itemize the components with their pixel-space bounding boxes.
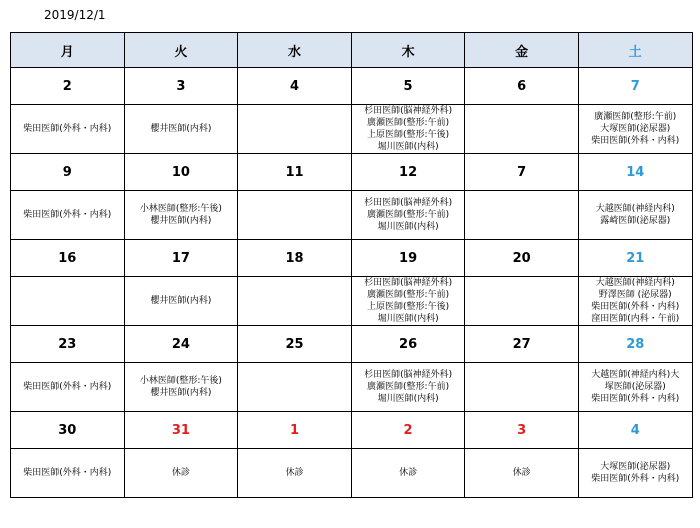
doctor-entry: 露崎医師(泌尿器)	[600, 216, 671, 226]
day-schedule-cell	[124, 449, 238, 498]
day-schedule-cell	[578, 105, 692, 154]
week-5-schedule-row	[11, 449, 693, 498]
doctor-entry: 廣瀬医師(整形:午前)	[367, 118, 450, 128]
day-schedule-cell	[11, 449, 125, 498]
doctor-entry: 休診	[512, 468, 531, 478]
doctor-entry: 小林医師(整形:午後)	[139, 376, 222, 386]
weekday-fri: 金	[465, 33, 579, 68]
day-number: 4	[578, 412, 692, 449]
doctor-entry: 柴田医師(外科・内科)	[23, 468, 112, 478]
doctor-entry: 窪田医師(内科・午前)	[591, 314, 680, 324]
doctor-entry: 杉田医師(脳神経外科)	[364, 370, 453, 380]
day-schedule-cell	[11, 191, 125, 240]
day-schedule-cell	[578, 363, 692, 412]
doctor-entry: 杉田医師(脳神経外科)	[364, 106, 453, 116]
day-schedule-cell	[238, 277, 352, 326]
doctor-entry: 櫻井医師(内科)	[150, 216, 212, 226]
day-number: 10	[124, 154, 238, 191]
day-number: 9	[11, 154, 125, 191]
calendar-weeks	[11, 68, 693, 498]
weekday-mon: 月	[11, 33, 125, 68]
day-number: 5	[351, 68, 465, 105]
doctor-entry: 柴田医師(外科・内科)	[23, 210, 112, 220]
doctor-entry: 上原医師(整形:午後)	[367, 302, 450, 312]
day-number: 11	[238, 154, 352, 191]
weekday-header-row	[11, 33, 693, 68]
day-schedule-cell	[238, 363, 352, 412]
doctor-entry: 櫻井医師(内科)	[150, 296, 212, 306]
day-schedule-cell	[351, 105, 465, 154]
day-number: 2	[11, 68, 125, 105]
day-number: 6	[465, 68, 579, 105]
day-number: 24	[124, 326, 238, 363]
day-number: 28	[578, 326, 692, 363]
doctor-entry: 大越医師(神経内科)	[595, 204, 675, 214]
day-number: 21	[578, 240, 692, 277]
day-number: 26	[351, 326, 465, 363]
doctor-entry: 大塚医師(泌尿器)	[600, 124, 671, 134]
week-3-schedule-row	[11, 277, 693, 326]
day-schedule-cell	[238, 105, 352, 154]
day-number: 7	[465, 154, 579, 191]
day-schedule-cell	[11, 105, 125, 154]
doctor-entry: 大塚医師(泌尿器)	[600, 462, 671, 472]
week-1-schedule-row	[11, 105, 693, 154]
day-number: 1	[238, 412, 352, 449]
day-schedule-cell	[11, 277, 125, 326]
weekday-sat: 土	[578, 33, 692, 68]
day-number: 2	[351, 412, 465, 449]
day-schedule-cell	[124, 105, 238, 154]
weekday-wed: 水	[238, 33, 352, 68]
doctor-entry: 柴田医師(外科・内科)	[591, 394, 680, 404]
doctor-entry: 廣瀬医師(整形:午前)	[367, 210, 450, 220]
day-schedule-cell	[465, 191, 579, 240]
day-number: 16	[11, 240, 125, 277]
doctor-entry: 上原医師(整形:午後)	[367, 130, 450, 140]
day-number: 19	[351, 240, 465, 277]
day-number: 25	[238, 326, 352, 363]
week-2-schedule-row	[11, 191, 693, 240]
doctor-entry: 杉田医師(脳神経外科)	[364, 278, 453, 288]
day-number: 12	[351, 154, 465, 191]
doctor-entry: 杉田医師(脳神経外科)	[364, 198, 453, 208]
doctor-entry: 櫻井医師(内科)	[150, 124, 212, 134]
doctor-entry: 野澤医師 (泌尿器)	[598, 290, 672, 300]
doctor-entry: 櫻井医師(内科)	[150, 388, 212, 398]
day-number: 18	[238, 240, 352, 277]
doctor-entry: 廣瀬医師(整形:午前)	[367, 382, 450, 392]
doctor-entry: 大越医師(神経内科)大	[591, 370, 680, 380]
doctor-entry: 柴田医師(外科・内科)	[591, 302, 680, 312]
week-3-date-row	[11, 240, 693, 277]
day-number: 27	[465, 326, 579, 363]
doctor-entry: 柴田医師(外科・内科)	[23, 382, 112, 392]
doctor-entry: 堀川医師(内科)	[377, 222, 439, 232]
day-schedule-cell	[351, 363, 465, 412]
day-schedule-cell	[351, 277, 465, 326]
day-schedule-cell	[351, 449, 465, 498]
week-4-schedule-row	[11, 363, 693, 412]
doctor-entry: 堀川医師(内科)	[377, 142, 439, 152]
day-schedule-cell	[238, 449, 352, 498]
day-schedule-cell	[124, 277, 238, 326]
doctor-entry: 大越医師(神経内科)	[595, 278, 675, 288]
week-5-date-row	[11, 412, 693, 449]
doctor-entry: 堀川医師(内科)	[377, 394, 439, 404]
day-number: 4	[238, 68, 352, 105]
doctor-entry: 休診	[285, 468, 304, 478]
day-number: 23	[11, 326, 125, 363]
calendar-date-title: 2019/12/1	[44, 8, 106, 22]
day-schedule-cell	[11, 363, 125, 412]
day-number: 30	[11, 412, 125, 449]
day-schedule-cell	[578, 277, 692, 326]
day-number: 3	[465, 412, 579, 449]
day-schedule-cell	[465, 363, 579, 412]
week-4-date-row	[11, 326, 693, 363]
doctor-entry: 休診	[171, 468, 190, 478]
weekday-thu: 木	[351, 33, 465, 68]
day-schedule-cell	[124, 363, 238, 412]
day-schedule-cell	[578, 191, 692, 240]
day-schedule-cell	[351, 191, 465, 240]
day-schedule-cell	[124, 191, 238, 240]
day-number: 14	[578, 154, 692, 191]
doctor-entry: 堀川医師(内科)	[377, 314, 439, 324]
doctor-entry: 柴田医師(外科・内科)	[23, 124, 112, 134]
doctor-entry: 柴田医師(外科・内科)	[591, 136, 680, 146]
doctor-entry: 廣瀬医師(整形:午前)	[367, 290, 450, 300]
doctor-entry: 柴田医師(外科・内科)	[591, 474, 680, 484]
weekday-tue: 火	[124, 33, 238, 68]
day-schedule-cell	[578, 449, 692, 498]
week-2-date-row	[11, 154, 693, 191]
day-number: 31	[124, 412, 238, 449]
week-1-date-row	[11, 68, 693, 105]
day-number: 17	[124, 240, 238, 277]
day-number: 20	[465, 240, 579, 277]
day-schedule-cell	[465, 277, 579, 326]
doctor-entry: 塚医師(泌尿器)	[604, 382, 666, 392]
schedule-calendar	[10, 32, 693, 498]
day-number: 7	[578, 68, 692, 105]
doctor-entry: 休診	[399, 468, 418, 478]
day-number: 3	[124, 68, 238, 105]
doctor-entry: 小林医師(整形:午後)	[139, 204, 222, 214]
day-schedule-cell	[238, 191, 352, 240]
doctor-entry: 廣瀬医師(整形:午前)	[594, 112, 677, 122]
day-schedule-cell	[465, 105, 579, 154]
day-schedule-cell	[465, 449, 579, 498]
